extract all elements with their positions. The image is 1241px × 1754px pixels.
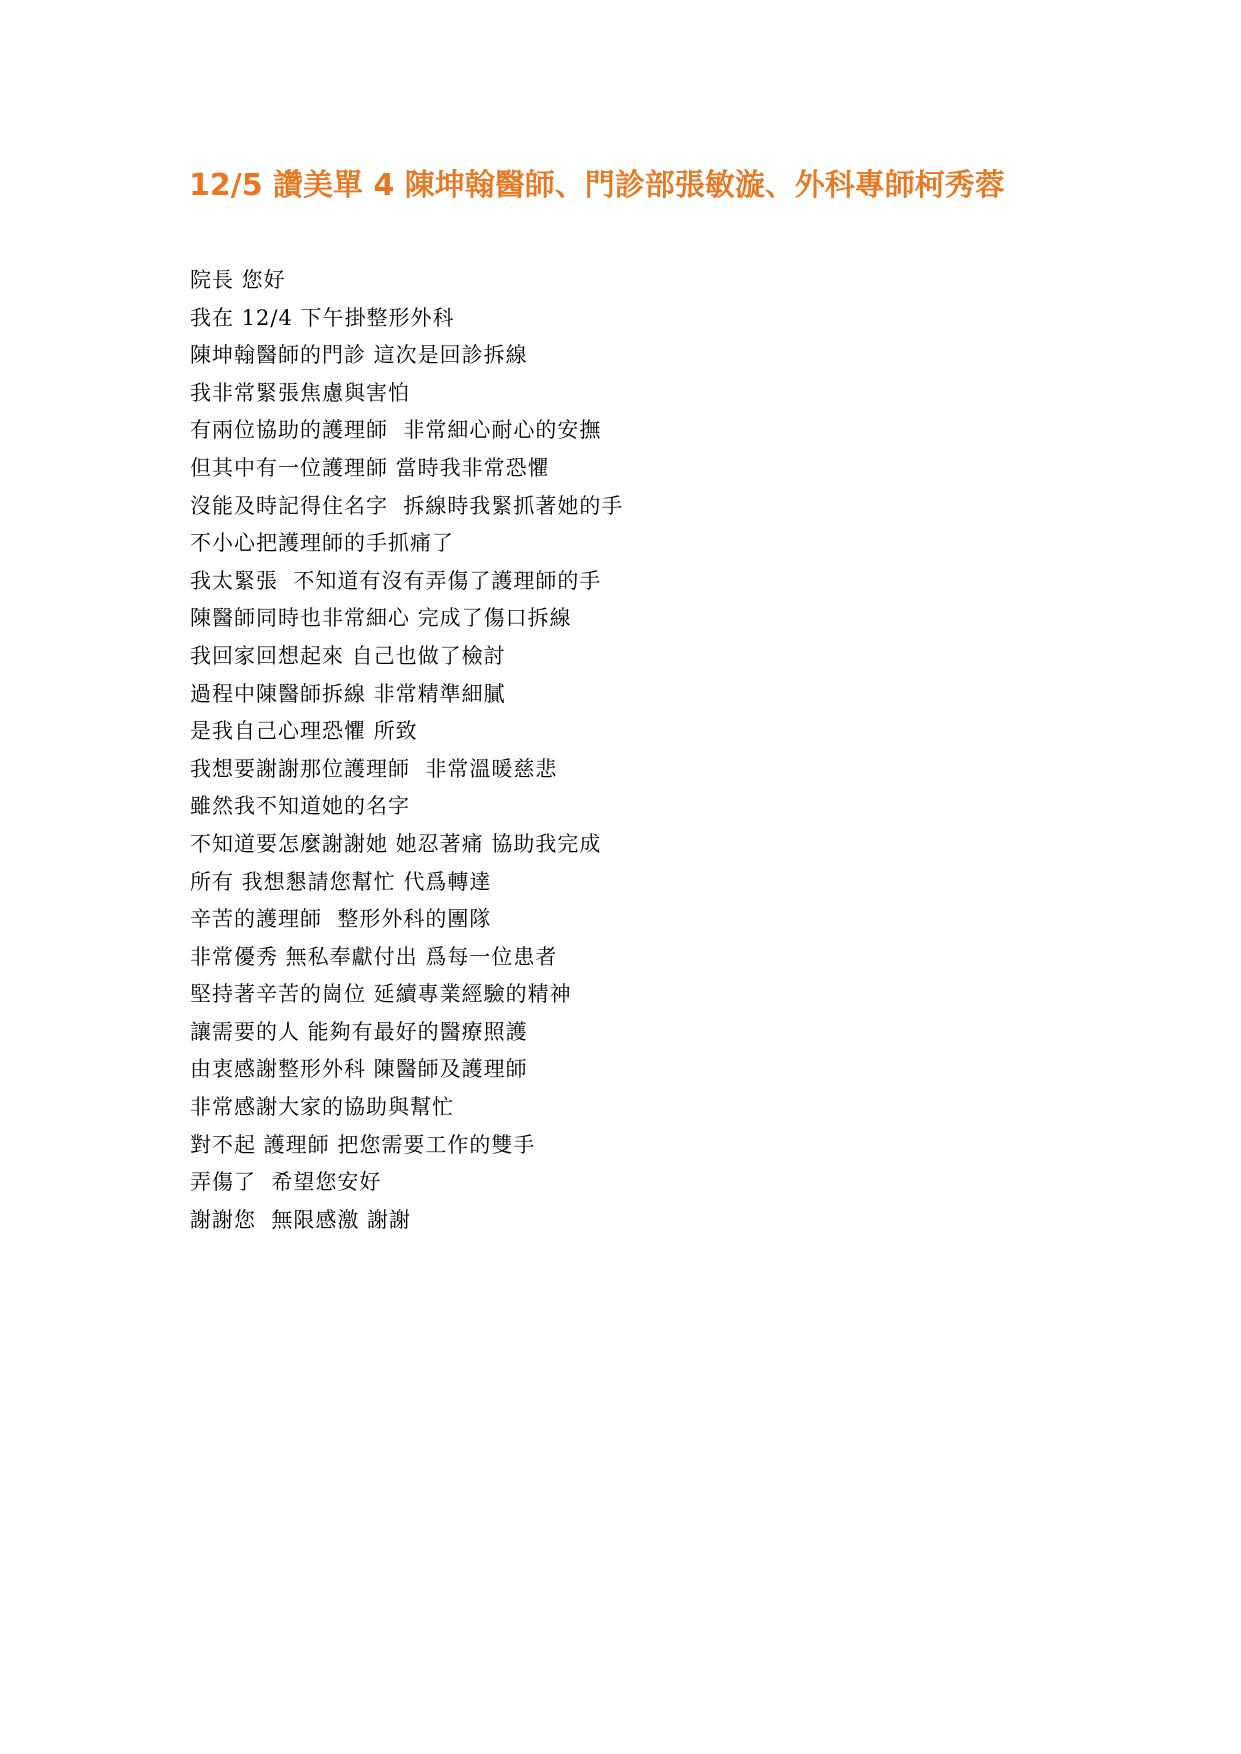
letter-line: 雖然我不知道她的名字 bbox=[190, 794, 410, 819]
letter-line: 陳醫師同時也非常細心 完成了傷口拆線 bbox=[190, 606, 572, 631]
letter-line: 堅持著辛苦的崗位 延續專業經驗的精神 bbox=[190, 982, 572, 1007]
letter-line: 謝謝您 無限感激 謝謝 bbox=[190, 1207, 412, 1232]
letter-line: 對不起 護理師 把您需要工作的雙手 bbox=[190, 1132, 536, 1157]
letter-line: 院長 您好 bbox=[190, 268, 286, 292]
letter-body bbox=[190, 262, 623, 1239]
document-title: 12/5 讚美單 4 陳坤翰醫師、門診部張敏漩、外科專師柯秀蓉 bbox=[189, 168, 1005, 203]
letter-line: 陳坤翰醫師的門診 這次是回診拆線 bbox=[190, 343, 528, 368]
letter-line: 但其中有一位護理師 當時我非常恐懼 bbox=[190, 455, 550, 480]
letter-line: 我在 12/4 下午掛整形外科 bbox=[190, 305, 455, 330]
letter-line: 不知道要怎麼謝謝她 她忍著痛 協助我完成 bbox=[190, 831, 602, 856]
letter-line: 辛苦的護理師 整形外科的團隊 bbox=[190, 907, 492, 932]
letter-line: 我想要謝謝那位護理師 非常溫暖慈悲 bbox=[190, 756, 558, 781]
letter-line: 非常優秀 無私奉獻付出 爲每一位患者 bbox=[190, 944, 558, 969]
letter-line: 弄傷了 希望您安好 bbox=[190, 1170, 382, 1195]
letter-line: 我非常緊張焦慮與害怕 bbox=[190, 380, 410, 405]
letter-line: 過程中陳醫師拆線 非常精準細膩 bbox=[190, 681, 506, 706]
letter-line: 讓需要的人 能夠有最好的醫療照護 bbox=[190, 1019, 528, 1044]
letter-line: 是我自己心理恐懼 所致 bbox=[190, 719, 418, 744]
letter-line: 我回家回想起來 自己也做了檢討 bbox=[190, 643, 506, 668]
letter-line: 由衷感謝整形外科 陳醫師及護理師 bbox=[190, 1057, 528, 1082]
letter-line: 所有 我想懇請您幫忙 代爲轉達 bbox=[190, 869, 492, 894]
letter-line: 我太緊張 不知道有沒有弄傷了護理師的手 bbox=[190, 568, 602, 593]
letter-line: 有兩位協助的護理師 非常細心耐心的安撫 bbox=[190, 418, 602, 443]
letter-line: 不小心把護理師的手抓痛了 bbox=[190, 531, 454, 556]
letter-line: 沒能及時記得住名字 拆線時我緊抓著她的手 bbox=[190, 493, 624, 518]
letter-line: 非常感謝大家的協助與幫忙 bbox=[190, 1095, 454, 1120]
